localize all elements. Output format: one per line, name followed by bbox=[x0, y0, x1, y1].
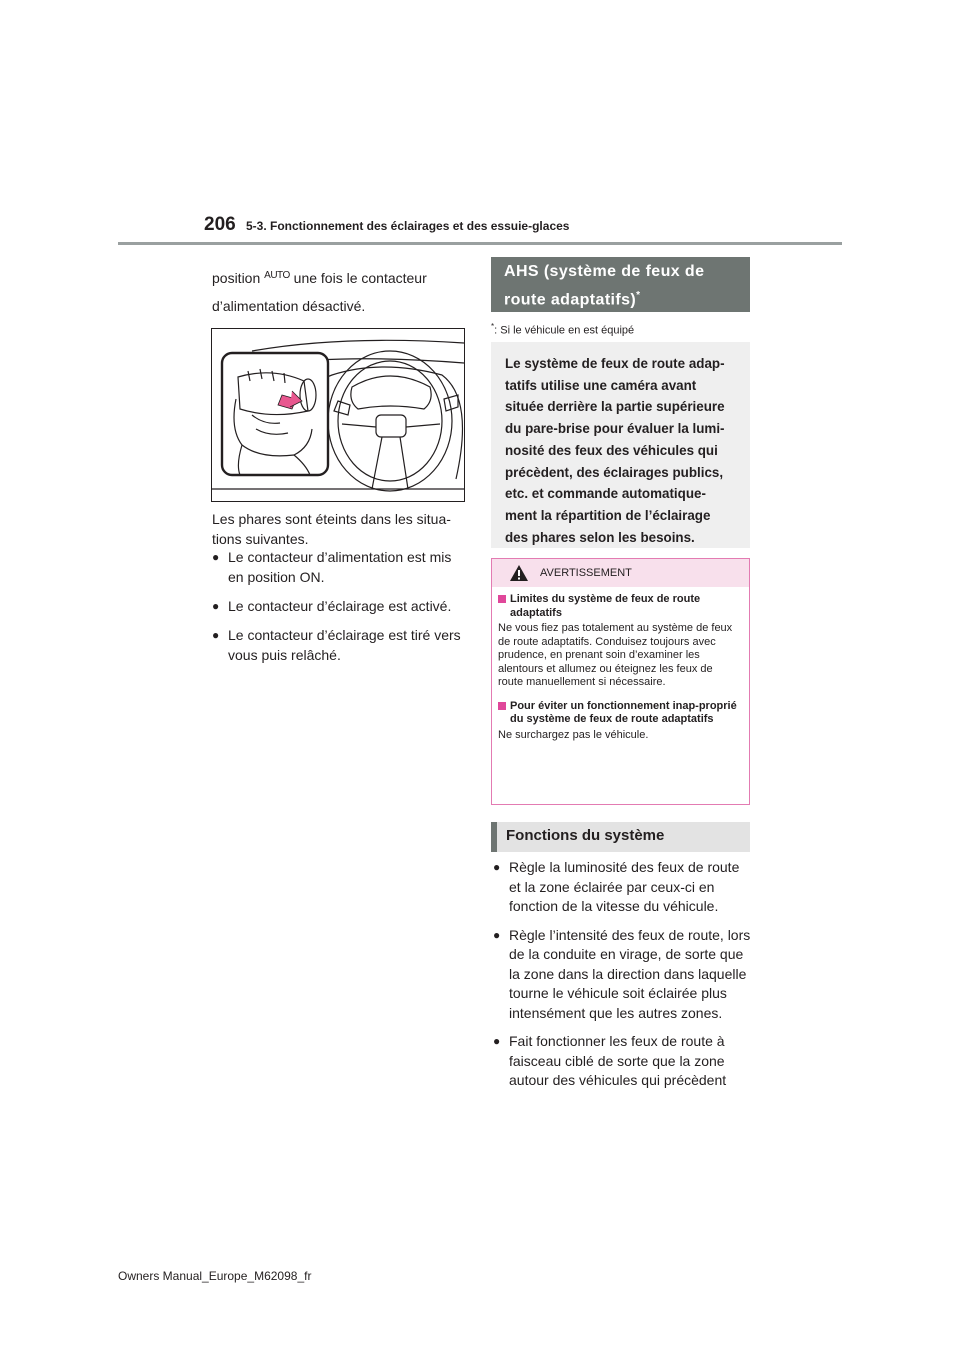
steering-wheel-drawing bbox=[212, 329, 464, 501]
list-item: ● Le contacteur d’éclairage est activé. bbox=[212, 596, 467, 616]
warning-title: AVERTISSEMENT bbox=[540, 567, 632, 579]
warning-section-text: Ne vous fiez pas totalement au système de feux de route adaptatifs. Conduisez toujours avec prudence, en prenant soin d’examiner les alentours et allumez ou éteignez les feux de route manuellement si nécessaire. bbox=[498, 622, 733, 688]
warning-header bbox=[492, 559, 749, 587]
footnote-marker: * bbox=[491, 322, 495, 331]
continuation-text-before: position bbox=[212, 270, 265, 286]
warning-heading-text: Limites du système de feux de route adaptatifs bbox=[510, 593, 701, 619]
list-item: ● Fait fonctionner les feux de route à faisceau ciblé de sorte que la zone autour des véhicules qui précèdent bbox=[493, 1032, 753, 1091]
page-number: 206 bbox=[204, 214, 236, 235]
system-functions-header: Fonctions du système bbox=[491, 822, 750, 852]
footnote-marker: * bbox=[636, 290, 641, 301]
headlight-switch-illustration bbox=[211, 328, 465, 502]
footer-doc-id: Owners Manual_Europe_M62098_fr bbox=[118, 1269, 312, 1283]
continuation-line-1 bbox=[212, 268, 427, 288]
ahs-summary-box: Le système de feux de route adap-tatifs utilise une caméra avant située derrière la partie supérieure du pare-brise pour évaluer la lumi-nosité des feux des véhicules qui précèdent, des éclairages publics, etc. et commande automatique-ment la répartition de l’éclairage des phares selon les besoins. bbox=[491, 342, 750, 548]
system-functions-list bbox=[493, 858, 753, 1100]
lights-off-conditions-list bbox=[212, 547, 467, 674]
list-item: ● Règle l’intensité des feux de route, lors de la conduite en virage, de sorte que la zone dans la direction dans laquelle tourne le véhicule soit éclairée plus intensément que les autres zones. bbox=[493, 926, 753, 1024]
warning-section-heading bbox=[498, 700, 738, 727]
list-item: ● Le contacteur d’éclairage est tiré vers vous puis relâché. bbox=[212, 625, 467, 665]
bullet-square-icon bbox=[498, 702, 506, 710]
header-divider bbox=[118, 242, 842, 245]
warning-section-heading bbox=[498, 593, 738, 620]
warning-box bbox=[491, 558, 750, 805]
continuation-text-after: une fois le contacteur bbox=[289, 270, 427, 286]
auto-position-symbol: AUTO bbox=[264, 270, 290, 281]
list-item: ● Règle la luminosité des feux de route et la zone éclairée par ceux-ci en fonction de la vitesse du véhicule. bbox=[493, 858, 753, 917]
warning-heading-text: Pour éviter un fonctionnement inap-proprié du système de feux de route adaptatifs bbox=[510, 699, 737, 725]
footnote bbox=[491, 322, 634, 337]
warning-triangle-icon bbox=[509, 564, 529, 582]
list-item: ● Le contacteur d’alimentation est mis en position ON. bbox=[212, 547, 467, 587]
ahs-section-header bbox=[491, 257, 750, 312]
ahs-header-text: AHS (système de feux de route adaptatifs) bbox=[504, 263, 705, 309]
lights-off-paragraph: Les phares sont éteints dans les situa-tions suivantes. bbox=[212, 511, 451, 547]
continuation-line-2: d’alimentation désactivé. bbox=[212, 298, 366, 314]
footnote-text: : Si le véhicule en est équipé bbox=[494, 324, 635, 337]
section-title: 5-3. Fonctionnement des éclairages et des essuie-glaces bbox=[246, 219, 570, 233]
warning-section-text: Ne surchargez pas le véhicule. bbox=[498, 728, 649, 741]
bullet-square-icon bbox=[498, 595, 506, 603]
warning-body bbox=[498, 593, 738, 752]
